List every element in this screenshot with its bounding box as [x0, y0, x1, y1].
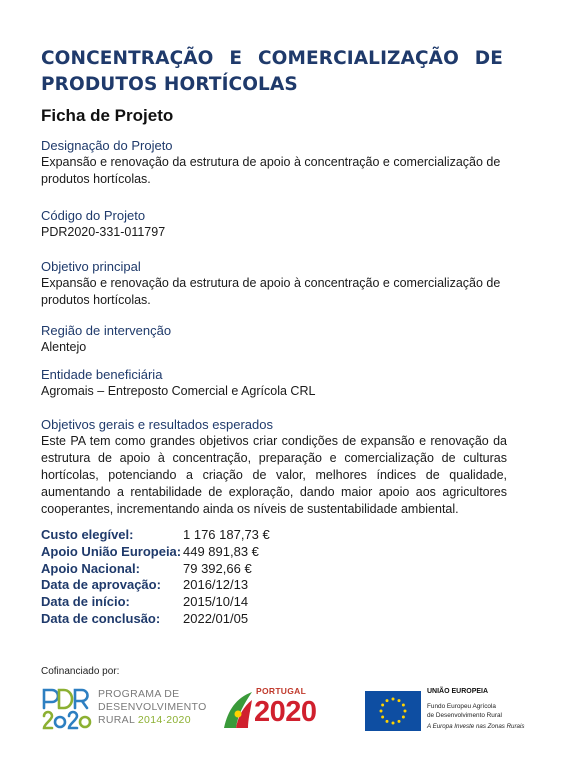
eu-fund-text [427, 702, 502, 720]
eu-star-icon [402, 704, 405, 707]
portugal-2020: 2020 [254, 696, 317, 728]
portugal-flag-shape-icon [222, 690, 254, 730]
eu-fund-line: Fundo Europeu Agrícola [427, 703, 496, 710]
kv-row [41, 544, 341, 561]
section-heading: Objetivos gerais e resultados esperados [41, 417, 273, 432]
eu-star-icon [381, 704, 384, 707]
eu-heading: UNIÃO EUROPEIA [427, 688, 489, 695]
kv-value: 2022/01/05 [183, 610, 249, 626]
eu-flag-icon [365, 691, 421, 731]
section-text: Expansão e renovação da estrutura de apoio à concentração e comercialização de produtos hortícolas. [41, 276, 501, 307]
page-subtitle: Ficha de Projeto [41, 106, 174, 125]
kv-row [41, 577, 341, 594]
kv-row [41, 527, 341, 544]
eu-star-icon [380, 710, 383, 713]
kv-value: 2015/10/14 [183, 594, 249, 610]
page-title: CONCENTRAÇÃO E COMERCIALIZAÇÃO DE PRODUTOS HORTÍCOLAS [41, 48, 503, 95]
section-objetivo [41, 258, 507, 309]
pdr-line: PROGRAMA DE [98, 688, 180, 700]
section-heading: Região de intervenção [41, 323, 172, 338]
kv-value: 449 891,83 € [183, 543, 259, 559]
kv-label: Apoio Nacional: [41, 560, 140, 576]
eu-star-icon [392, 698, 395, 701]
kv-row [41, 611, 341, 628]
portugal-label: PORTUGAL [256, 686, 307, 696]
eu-star-icon [402, 716, 405, 719]
section-heading: Entidade beneficiária [41, 367, 163, 382]
pdr-wordmark [98, 688, 207, 727]
section-designacao [41, 137, 507, 188]
cofinanced-label: Cofinanciado por: [41, 666, 120, 677]
section-heading: Designação do Projeto [41, 138, 173, 153]
financial-summary [41, 527, 341, 628]
eu-star-icon [404, 710, 407, 713]
section-objetivos-gerais [41, 416, 507, 518]
eu-feader-logo [365, 688, 535, 734]
section-text: Alentejo [41, 340, 87, 354]
eu-star-icon [381, 716, 384, 719]
kv-label: Data de início: [41, 594, 130, 610]
pdr-line: DESENVOLVIMENTO [98, 701, 207, 713]
portugal2020-logo [222, 686, 352, 734]
eu-star-icon [398, 699, 401, 702]
eu-star-icon [386, 720, 389, 723]
pdr2020-logo [40, 686, 210, 734]
eu-fund-line: de Desenvolvimento Rural [427, 712, 502, 719]
section-heading: Objetivo principal [41, 259, 141, 274]
section-text: Expansão e renovação da estrutura de apoio à concentração e comercialização de produtos hortícolas. [41, 155, 501, 186]
kv-value: 79 392,66 € [183, 560, 252, 576]
section-text: Este PA tem como grandes objetivos criar condições de expansão e renovação da estrutura de apoio à concentração, preparação e comercialização de culturas hortícolas, potenciando a criação de valor, melhores índices de qualidade, aumentando a rentabilidade de exploração, dando maior apoio aos agricultores cooperantes, incrementando ainda os níveis de sustentabilidade ambiental. [41, 434, 507, 516]
kv-value: 2016/12/13 [183, 577, 249, 593]
kv-label: Custo elegível: [41, 527, 134, 542]
pdr-rural: RURAL [98, 714, 138, 726]
kv-label: Apoio União Europeia: [41, 543, 182, 559]
pdr-mark-icon [40, 686, 96, 734]
kv-value: 1 176 187,73 € [183, 527, 270, 542]
section-entidade [41, 366, 507, 400]
eu-star-icon [392, 722, 395, 725]
section-text: PDR2020-331-011797 [41, 225, 166, 239]
section-text: Agromais – Entreposto Comercial e Agrícola CRL [41, 384, 316, 398]
kv-row [41, 594, 341, 611]
kv-label: Data de conclusão: [41, 610, 161, 626]
pdr-years: 2014·2020 [137, 714, 191, 726]
kv-label: Data de aprovação: [41, 577, 161, 593]
pdr-line [98, 714, 207, 727]
section-heading: Código do Projeto [41, 208, 146, 223]
section-codigo [41, 207, 507, 241]
kv-row [41, 561, 341, 578]
section-regiao [41, 322, 507, 356]
eu-star-icon [398, 720, 401, 723]
eu-star-icon [386, 699, 389, 702]
eu-motto: A Europa Investe nas Zonas Rurais [427, 723, 525, 730]
